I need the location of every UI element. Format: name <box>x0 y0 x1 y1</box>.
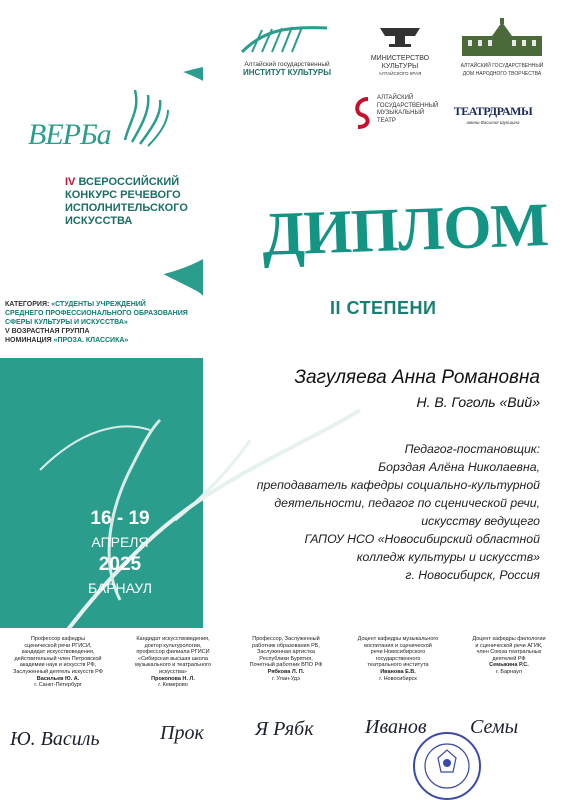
jury-5-line2: и сценической речи АГИК, <box>475 642 543 649</box>
jury-4-line3: речи Новосибирского <box>370 649 426 656</box>
jury-3-signature: Я Рябк <box>255 718 314 740</box>
ministry-line1: МИНИСТЕРСТВО <box>370 55 430 62</box>
date-month: АПРЕЛЯ <box>91 534 149 550</box>
jury-1-signature: Ю. Василь <box>10 728 100 750</box>
contest-line4: ИСКУССТВА <box>65 215 133 227</box>
house-logo <box>452 18 552 78</box>
jury-4-line4: государственного <box>375 655 421 662</box>
verba-logo-text: ВЕРБа <box>28 118 111 151</box>
contest-line3: ИСПОЛНИТЕЛЬСКОГО <box>65 202 188 214</box>
jury-1-line4: действительный член Петровской <box>14 655 102 662</box>
music-theatre-line3: МУЗЫКАЛЬНЫЙ <box>377 110 425 116</box>
contest-line1: ВСЕРОССИЙСКИЙ <box>78 176 180 188</box>
jury-2-signature: Прок <box>160 722 204 744</box>
jury-member-2 <box>118 636 228 689</box>
jury-4-signature: Иванов <box>365 716 427 738</box>
teacher-line8: г. Новосибирск, Россия <box>405 568 540 582</box>
jury-3-line3: Заслуженная артистка <box>257 649 315 656</box>
teacher-line4: деятельности, педагог по сценической речи, <box>274 496 540 510</box>
jury-4-name: Иванова Е.В. <box>380 668 416 675</box>
category-label: КАТЕГОРИЯ: <box>5 301 50 308</box>
music-theatre-logo <box>352 95 442 131</box>
house-building-icon <box>452 18 552 58</box>
date-city: БАРНАУЛ <box>87 580 152 596</box>
date-range: 16 - 19 <box>90 508 150 529</box>
teacher-label: Педагог-постановщик: <box>404 442 540 456</box>
teacher-line6: ГАПОУ НСО «Новосибирский областной <box>304 532 540 546</box>
category-value1: «СТУДЕНТЫ УЧРЕЖДЕНИЙ <box>51 301 146 308</box>
jury-5-line4: деятелей РФ <box>492 655 526 662</box>
contest-name <box>65 176 188 228</box>
institute-emblem-icon <box>232 22 332 56</box>
house-line2: ДОМ НАРОДНОГО ТВОРЧЕСТВА <box>462 70 542 77</box>
jury-1-city: г. Санкт-Петербург <box>34 682 82 689</box>
jury-1-line5: академии наук и искусств РФ, <box>19 662 97 669</box>
diploma-title: ДИПЛОМ <box>260 191 550 269</box>
jury-4-line5: театрального института <box>367 662 429 669</box>
teacher-line3: преподаватель кафедры социально-культурной <box>256 478 540 492</box>
jury-2-name: Прокопова Н. Л. <box>151 675 195 682</box>
nomination-value: «ПРОЗА. КЛАССИКА» <box>53 337 129 344</box>
teacher-line7: колледж культуры и искусств» <box>356 550 540 564</box>
jury-2-line6: искусства» <box>159 668 187 675</box>
jury-section <box>0 636 566 800</box>
teacher-block <box>180 440 540 584</box>
ministry-emblem-icon <box>365 20 435 50</box>
jury-1-line1: Профессор кафедры <box>30 636 86 642</box>
recipient-name: Загуляева Анна Романовна <box>294 367 540 388</box>
house-line1: АЛТАЙСКИЙ ГОСУДАРСТВЕННЫЙ <box>460 63 544 69</box>
institute-logo <box>232 22 342 76</box>
ministry-line2: КУЛЬТУРЫ <box>381 62 419 70</box>
drama-theatre-sub: имени Василия Шукшина <box>466 120 520 125</box>
sound-wave-icon <box>120 80 170 150</box>
jury-5-line1: Доцент кафедры филологии <box>472 636 546 642</box>
jury-5-signature: Семы <box>470 716 519 738</box>
jury-2-line3: профессор филиала РГИСИ <box>136 649 210 656</box>
teacher-line5: искусству ведущего <box>421 514 540 528</box>
ministry-line3: АЛТАЙСКОГО КРАЯ <box>378 71 422 76</box>
jury-1-line2: сценической речи РГИСИ, <box>24 642 92 649</box>
jury-5-city: г. Барнаул <box>496 668 522 675</box>
jury-3-line1: Профессор, Заслуженный <box>252 636 320 642</box>
jury-3-line2: работник образования РБ, <box>252 642 320 649</box>
contest-numeral: IV <box>65 176 76 188</box>
diploma-degree: II СТЕПЕНИ <box>330 298 437 318</box>
category-block <box>5 300 250 345</box>
jury-2-line4: «Сибирская высшая школа <box>138 655 208 662</box>
jury-2-line5: музыкального и театрального <box>134 662 212 669</box>
institute-line1: Алтайский государственный <box>244 61 330 68</box>
jury-1-line6: Заслуженный деятель искусств РФ <box>13 668 103 675</box>
ministry-logo <box>365 20 435 78</box>
music-theatre-line4: ТЕАТР <box>377 117 396 124</box>
nomination-label: НОМИНАЦИЯ <box>5 337 52 344</box>
official-stamp-icon <box>408 728 486 800</box>
jury-4-city: г. Новосибирск <box>379 675 417 682</box>
jury-3-line4: Республики Бурятия, <box>259 655 313 662</box>
dates-block <box>70 508 170 596</box>
jury-member-4 <box>344 636 452 682</box>
category-value2: СРЕДНЕГО ПРОФЕССИОНАЛЬНОГО ОБРАЗОВАНИЯ <box>5 310 188 317</box>
jury-4-line2: воспитания и сценической <box>364 642 432 649</box>
jury-member-5 <box>455 636 563 676</box>
jury-3-name: Рябкова Л. П. <box>267 668 305 675</box>
drama-theatre-title: ТЕАТРДРАМЫ <box>453 104 533 118</box>
jury-5-name: Семыкина Р.С. <box>489 662 529 669</box>
teacher-name: Борздая Алёна Николаевна, <box>378 460 540 474</box>
contest-line2: КОНКУРС РЕЧЕВОГО <box>65 189 181 201</box>
music-theatre-line2: ГОСУДАРСТВЕННЫЙ <box>377 102 439 109</box>
jury-3-line5: Почетный работник ВПО РФ <box>249 662 323 669</box>
music-theatre-line1: АЛТАЙСКИЙ <box>377 95 414 101</box>
drama-theatre-logo <box>453 104 533 127</box>
jury-4-line1: Доцент кафедры музыкального <box>357 636 439 642</box>
music-theatre-emblem-icon <box>352 95 374 131</box>
jury-member-1 <box>2 636 114 689</box>
performed-work: Н. В. Гоголь «Вий» <box>416 394 540 410</box>
jury-5-line3: член Союза театральных <box>476 649 542 656</box>
jury-1-line3: кандидат искусствоведения, <box>21 649 95 656</box>
jury-2-city: г. Кемерово <box>158 682 188 689</box>
institute-line2: ИНСТИТУТ КУЛЬТУРЫ <box>242 67 332 77</box>
age-group: V ВОЗРАСТНАЯ ГРУППА <box>5 328 90 335</box>
jury-2-line2: доктор культурологии, <box>144 642 202 649</box>
category-value3: СФЕРЫ КУЛЬТУРЫ И ИСКУССТВА» <box>5 319 128 326</box>
jury-2-line1: Кандидат искусствоведения, <box>136 636 210 642</box>
jury-3-city: г. Улан-Удэ <box>272 675 300 682</box>
jury-1-name: Васильев Ю. А. <box>36 675 80 682</box>
date-year: 2025 <box>98 554 142 575</box>
jury-member-3 <box>232 636 340 682</box>
